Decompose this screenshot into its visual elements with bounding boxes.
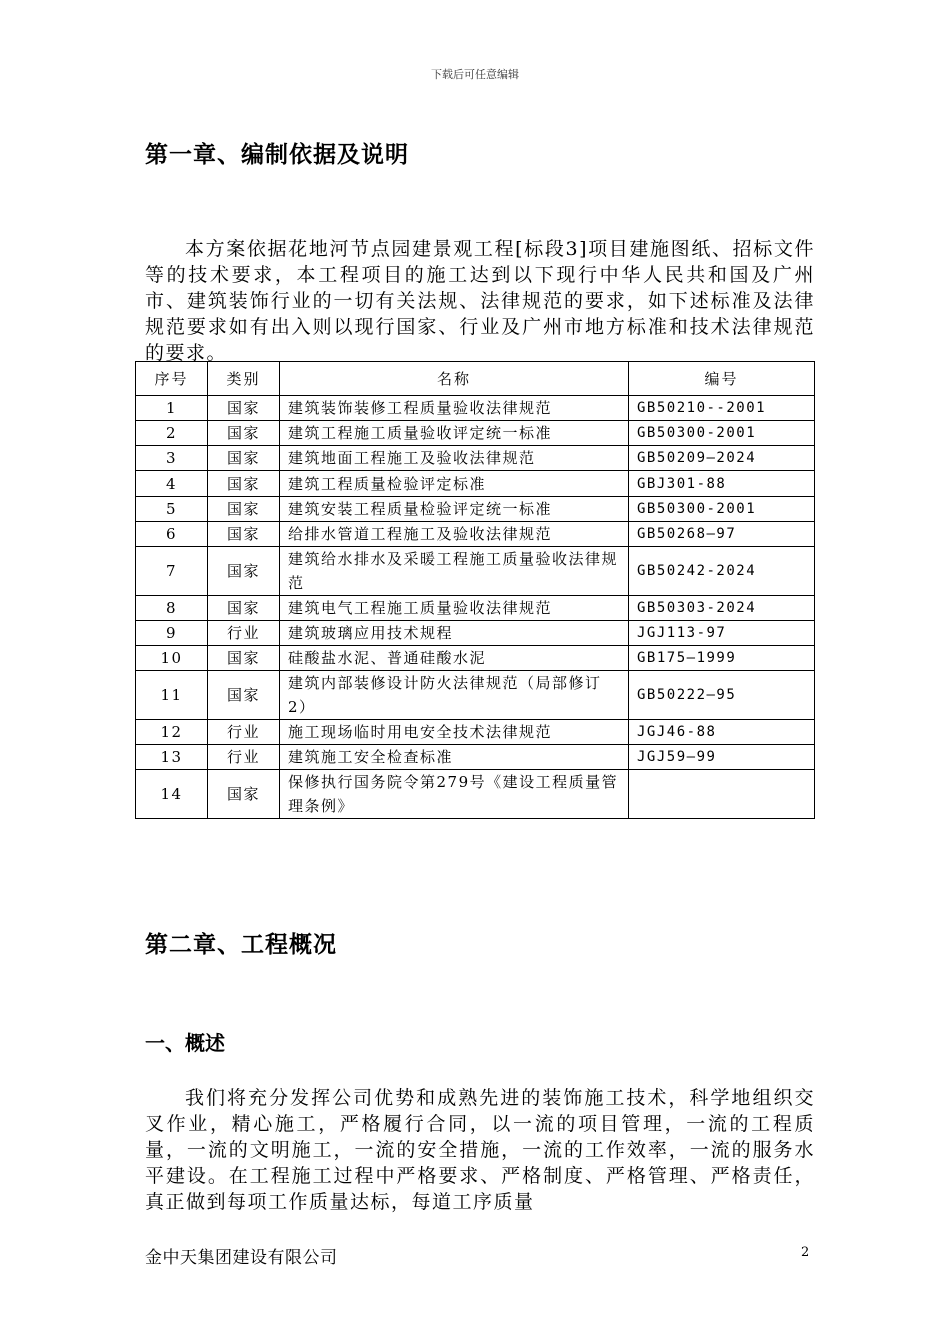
row-number: 11 <box>136 671 208 720</box>
footer-company: 金中天集团建设有限公司 <box>145 1248 338 1268</box>
row-number: 9 <box>136 621 208 646</box>
row-number: 8 <box>136 596 208 621</box>
table-header-row <box>136 362 815 396</box>
row-number: 6 <box>136 522 208 547</box>
row-category: 国家 <box>208 770 280 819</box>
row-number: 5 <box>136 497 208 522</box>
header-name: 名称 <box>280 362 629 396</box>
header-type: 类别 <box>208 362 280 396</box>
row-code: GB50303-2024 <box>629 596 815 621</box>
page-number: 2 <box>801 1245 810 1260</box>
row-name: 建筑电气工程施工质量验收法律规范 <box>280 596 629 621</box>
table-row <box>136 770 815 819</box>
row-number: 7 <box>136 547 208 596</box>
table-row <box>136 720 815 745</box>
row-code <box>629 770 815 819</box>
table-row <box>136 621 815 646</box>
row-name: 建筑工程质量检验评定标准 <box>280 471 629 497</box>
row-name: 施工现场临时用电安全技术法律规范 <box>280 720 629 745</box>
row-category: 行业 <box>208 720 280 745</box>
row-name: 建筑玻璃应用技术规程 <box>280 621 629 646</box>
overview-paragraph: 我们将充分发挥公司优势和成熟先进的装饰施工技术，科学地组织交叉作业，精心施工，严格履行合同，以一流的项目管理，一流的工程质量，一流的文明施工，一流的安全措施，一流的工作效率，一流的服务水平建设。在工程施工过程中严格要求、严格制度、严格管理、严格责任，真正做到每项工作质量达标，每道工序质量 <box>145 1087 815 1213</box>
table-row <box>136 446 815 471</box>
header-code: 编号 <box>629 362 815 396</box>
table-row <box>136 421 815 446</box>
row-name: 建筑内部装修设计防火法律规范（局部修订2） <box>280 671 629 720</box>
row-category: 国家 <box>208 646 280 671</box>
row-code: JGJ46-88 <box>629 720 815 745</box>
row-category: 国家 <box>208 471 280 497</box>
row-code: JGJ113-97 <box>629 621 815 646</box>
row-code: GB50300-2001 <box>629 421 815 446</box>
row-name: 建筑地面工程施工及验收法律规范 <box>280 446 629 471</box>
row-code: GB50209—2024 <box>629 446 815 471</box>
row-number: 13 <box>136 745 208 770</box>
row-category: 国家 <box>208 596 280 621</box>
row-number: 10 <box>136 646 208 671</box>
table-row <box>136 646 815 671</box>
chapter-1-title: 第一章、编制依据及说明 <box>145 142 409 168</box>
row-name: 建筑施工安全检查标准 <box>280 745 629 770</box>
row-name: 给排水管道工程施工及验收法律规范 <box>280 522 629 547</box>
row-number: 14 <box>136 770 208 819</box>
row-name: 建筑安装工程质量检验评定统一标准 <box>280 497 629 522</box>
row-category: 国家 <box>208 497 280 522</box>
row-name: 建筑给水排水及采暖工程施工质量验收法律规范 <box>280 547 629 596</box>
table-row <box>136 671 815 720</box>
row-number: 4 <box>136 471 208 497</box>
row-name: 硅酸盐水泥、普通硅酸水泥 <box>280 646 629 671</box>
row-name: 保修执行国务院令第279号《建设工程质量管理条例》 <box>280 770 629 819</box>
row-number: 12 <box>136 720 208 745</box>
table-row <box>136 522 815 547</box>
table-row <box>136 547 815 596</box>
row-code: GB50300-2001 <box>629 497 815 522</box>
row-name: 建筑工程施工质量验收评定统一标准 <box>280 421 629 446</box>
row-code: GB175—1999 <box>629 646 815 671</box>
table-row <box>136 596 815 621</box>
header-note: 下载后可任意编辑 <box>431 68 519 81</box>
chapter-2-title: 第二章、工程概况 <box>145 932 337 958</box>
row-name: 建筑装饰装修工程质量验收法律规范 <box>280 396 629 421</box>
row-code: GB50222—95 <box>629 671 815 720</box>
row-category: 国家 <box>208 446 280 471</box>
row-code: GB50242-2024 <box>629 547 815 596</box>
row-category: 国家 <box>208 396 280 421</box>
table-row <box>136 471 815 497</box>
row-number: 1 <box>136 396 208 421</box>
intro-paragraph: 本方案依据花地河节点园建景观工程[标段3]项目建施图纸、招标文件等的技术要求，本工程项目的施工达到以下现行中华人民共和国及广州市、建筑装饰行业的一切有关法规、法律规范的要求，如下述标准及法律规范要求如有出入则以现行国家、行业及广州市地方标准和技术法律规范的要求。 <box>145 238 815 364</box>
row-code: JGJ59—99 <box>629 745 815 770</box>
row-code: GB50210--2001 <box>629 396 815 421</box>
row-category: 行业 <box>208 621 280 646</box>
row-number: 2 <box>136 421 208 446</box>
section-1-title: 一、概述 <box>145 1031 225 1055</box>
row-category: 国家 <box>208 522 280 547</box>
row-category: 国家 <box>208 547 280 596</box>
table-row <box>136 497 815 522</box>
row-code: GBJ301-88 <box>629 471 815 497</box>
row-category: 国家 <box>208 421 280 446</box>
row-code: GB50268—97 <box>629 522 815 547</box>
table-row <box>136 745 815 770</box>
table-row <box>136 396 815 421</box>
row-category: 行业 <box>208 745 280 770</box>
standards-table <box>135 361 815 819</box>
row-category: 国家 <box>208 671 280 720</box>
row-number: 3 <box>136 446 208 471</box>
header-no: 序号 <box>136 362 208 396</box>
